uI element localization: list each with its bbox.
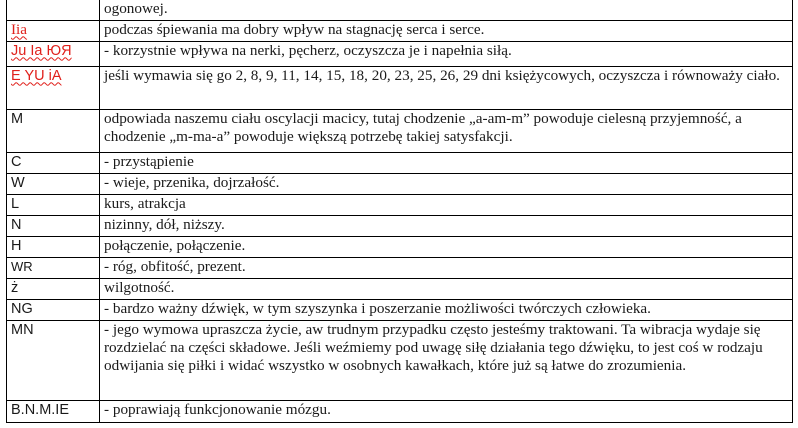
row-key: M: [7, 109, 100, 152]
table-row: [7, 236, 793, 257]
row-text: - bardzo ważny dźwięk, w tym szyszynka i poszerzanie możliwości twórczych człowieka.: [100, 299, 793, 320]
table-row: [7, 152, 793, 173]
row-key: N: [7, 215, 100, 236]
row-key-label: Iia: [11, 20, 28, 38]
row-text: - jego wymowa upraszcza życie, aw trudnym przypadku często jesteśmy traktowani. Ta wibracja wydaje się rozdzielać na części składowe. Jeśli weźmiemy pod uwagę siłę działania tego dźwięku, to jest coś w rodzaju odwijania się piłki i widać wszystko w osobnych kawałkach, które już są łatwe do zrozumienia.: [100, 320, 793, 400]
row-text: - wieje, przenika, dojrzałość.: [100, 173, 793, 194]
row-text: jeśli wymawia się go 2, 8, 9, 11, 14, 15, 18, 20, 23, 25, 26, 29 dni księżycowych, oczyszcza i równoważy ciało.: [100, 66, 793, 109]
row-text: kurs, atrakcja: [100, 194, 793, 215]
table-row: [7, 109, 793, 152]
row-key: NG: [7, 299, 100, 320]
table-row: [7, 215, 793, 236]
row-key: C: [7, 152, 100, 173]
row-key: [7, 20, 100, 41]
row-text: połączenie, połączenie.: [100, 236, 793, 257]
table-row: [7, 278, 793, 299]
row-text: odpowiada naszemu ciału oscylacji macicy, tutaj chodzenie „a-am-m” powoduje cielesną przyjemność, a chodzenie „m-ma-a” powoduje większą potrzebę takiej satysfakcji.: [100, 109, 793, 152]
row-key: [7, 41, 100, 66]
row-key-label: Ju Ia ЮЯ: [11, 42, 72, 59]
row-text: ogonowej.: [100, 0, 793, 20]
table-row: [7, 41, 793, 66]
table-row: [7, 173, 793, 194]
row-text: - przystąpienie: [100, 152, 793, 173]
table-row: [7, 66, 793, 109]
row-key: L: [7, 194, 100, 215]
table-row: [7, 299, 793, 320]
row-key: ż: [7, 278, 100, 299]
row-key: WR: [7, 257, 100, 278]
table-row: [7, 20, 793, 41]
row-key: [7, 0, 100, 20]
row-text: podczas śpiewania ma dobry wpływ na stagnację serca i serce.: [100, 20, 793, 41]
row-text: - róg, obfitość, prezent.: [100, 257, 793, 278]
row-text: - poprawiają funkcjonowanie mózgu.: [100, 400, 793, 422]
row-key: [7, 66, 100, 109]
row-key: MN: [7, 320, 100, 400]
table-row: [7, 400, 793, 422]
row-text: - korzystnie wpływa na nerki, pęcherz, oczyszcza je i napełnia siłą.: [100, 41, 793, 66]
sound-meaning-table: [6, 0, 793, 423]
table-row: [7, 257, 793, 278]
table-row: [7, 194, 793, 215]
row-key: H: [7, 236, 100, 257]
table-row: [7, 320, 793, 400]
row-text: nizinny, dół, niższy.: [100, 215, 793, 236]
row-key: W: [7, 173, 100, 194]
row-key: B.N.M.IE: [7, 400, 100, 422]
row-text: wilgotność.: [100, 278, 793, 299]
row-key-label: E YU iA: [11, 67, 62, 84]
table-row: [7, 0, 793, 20]
